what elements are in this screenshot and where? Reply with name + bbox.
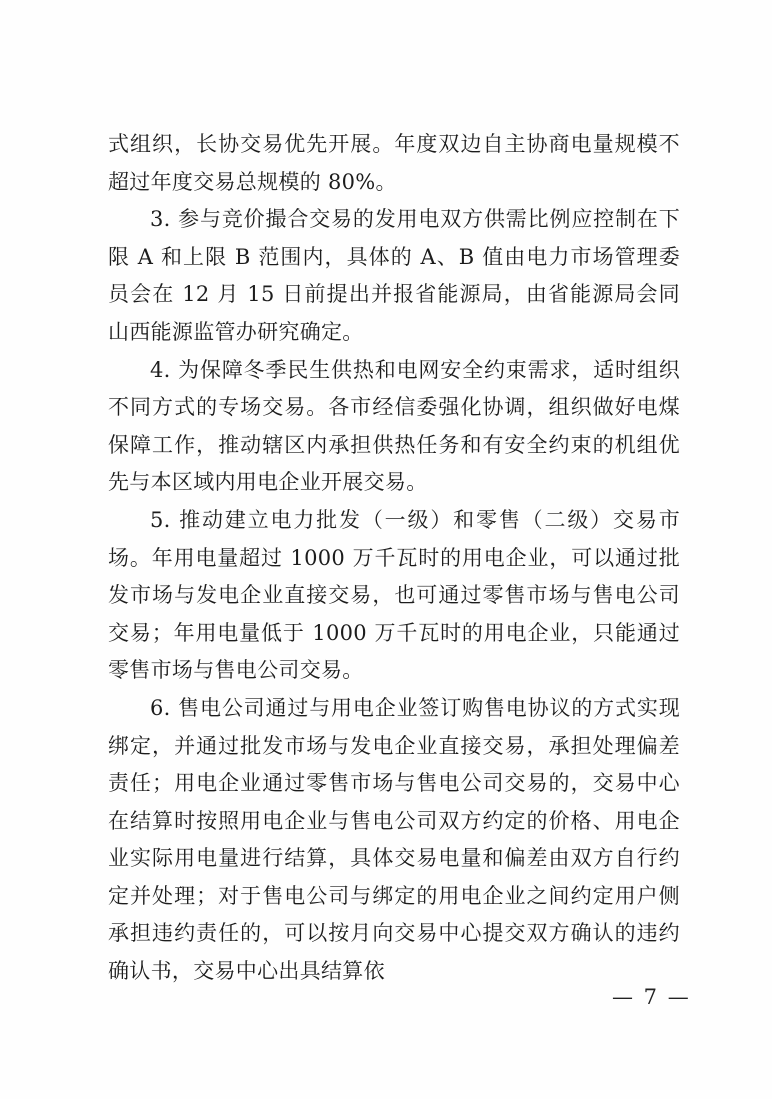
paragraph-item-4: 4. 为保障冬季民生供热和电网安全约束需求，适时组织不同方式的专场交易。各市经信委强化协调，组织做好电煤保障工作，推动辖区内承担供热任务和有安全约束的机组优先与本区域内用电企业开展交易。 [108, 357, 680, 495]
page-number: — 7 — [612, 985, 691, 1009]
paragraph-item-5: 5. 推动建立电力批发（一级）和零售（二级）交易市场。年用电量超过 1000 万千瓦时的用电企业，可以通过批发市场与发电企业直接交易，也可通过零售市场与售电公司交易；年用电量低于 1000 万千瓦时的用电企业，只能通过零售市场与售电公司交易。 [108, 507, 680, 683]
document-body [108, 126, 680, 991]
paragraph-item-6: 6. 售电公司通过与用电企业签订购售电协议的方式实现绑定，并通过批发市场与发电企业直接交易，承担处理偏差责任；用电企业通过零售市场与售电公司交易的，交易中心在结算时按照用电企业与售电公司双方约定的价格、用电企业实际用电量进行结算，具体交易电量和偏差由双方自行约定并处理；对于售电公司与绑定的用电企业之间约定用户侧承担违约责任的，可以按月向交易中心提交双方确认的违约确认书，交易中心出具结算依 [108, 695, 680, 984]
paragraph-item-3: 3. 参与竞价撮合交易的发用电双方供需比例应控制在下限 A 和上限 B 范围内，具体的 A、B 值由电力市场管理委员会在 12 月 15 日前提出并报省能源局，由省能源局会同山西能源监管办研究确定。 [108, 207, 680, 344]
paragraph-continuation: 式组织，长协交易优先开展。年度双边自主协商电量规模不超过年度交易总规模的 80%。 [108, 132, 680, 194]
